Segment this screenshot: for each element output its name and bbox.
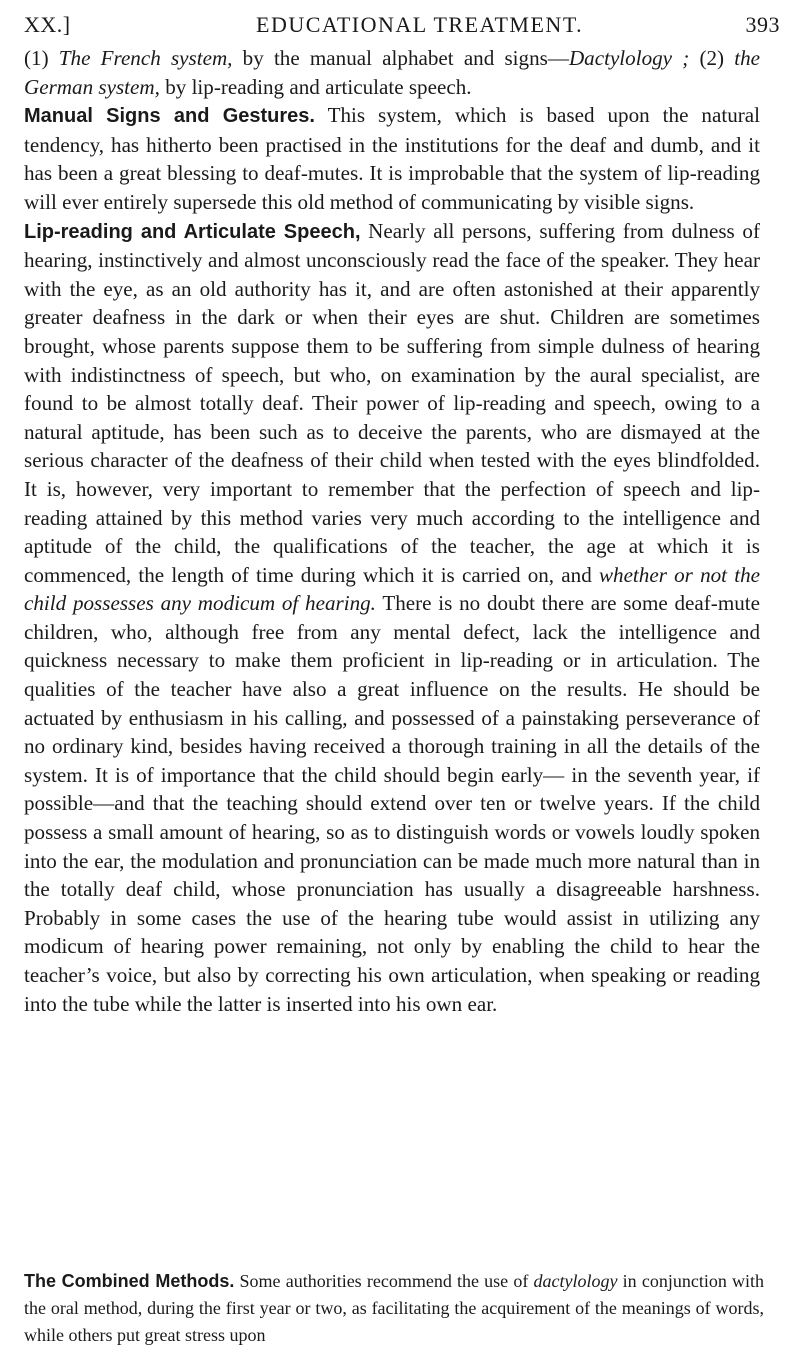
italic-run: dactylology bbox=[533, 1271, 618, 1291]
italic-run: the German system, bbox=[24, 46, 761, 99]
section-heading: The Combined Methods. bbox=[24, 1271, 235, 1291]
text-run: (1) bbox=[24, 46, 59, 70]
paragraph-lip-reading bbox=[24, 217, 760, 1019]
text-run: by the manual alphabet and signs— bbox=[232, 46, 569, 70]
page-number: 393 bbox=[745, 12, 780, 37]
paragraph-combined-methods bbox=[24, 1268, 764, 1349]
section-heading: Manual Signs and Gestures. bbox=[24, 105, 315, 128]
text-run: (2) bbox=[689, 46, 735, 70]
italic-run: The French system, bbox=[58, 46, 233, 70]
paragraph-systems bbox=[24, 44, 760, 101]
running-title: EDUCATIONAL TREATMENT. bbox=[256, 12, 584, 37]
body-text bbox=[24, 44, 760, 1018]
text-run: in conjunction with the oral method, during the first year or two, as facilitating the acquirement of the meanings of words, while others put great stress upon bbox=[24, 1271, 765, 1345]
text-run: Some authorities recommend the use of bbox=[234, 1271, 534, 1291]
italic-run: Dactylology ; bbox=[568, 46, 690, 70]
text-run: Nearly all persons, suffering from dulness of hearing, instinctively and almost unconsciously read the face of the speaker. They hear with the eye, as an old authority has it, and are often astonished at their apparently greater deafness in the dark or when their eyes are shut. Children are sometimes brought, whose parents suppose them to be suffering from simple dulness of hearing with indistinctness of speech, but who, on examination by the aural specialist, are found to be almost totally deaf. Their power of lip-reading and speech, owing to a natural aptitude, has been such as to deceive the parents, who are dismayed at the serious character of the deafness of their child when tested with the eyes blindfolded. It is, however, very important to remember that the perfection of speech and lip-reading attained by this method varies very much according to the intelligence and aptitude of the child, the qualifications of the teacher, the age at which it is commenced, the length of time during which it is carried on, and bbox=[24, 218, 760, 587]
section-heading: Lip-reading and Articulate Speech, bbox=[24, 220, 361, 243]
paragraph-manual-signs bbox=[24, 101, 760, 216]
text-run: There is no doubt there are some deaf-mute children, who, although free from any mental defect, lack the intelligence and quickness necessary to make them proficient in lip-reading or in articulation. The qualities of the teacher have also a great influence on the results. He should be actuated by enthusiasm in his calling, and possessed of a painstaking perseverance of no ordinary kind, besides having received a thorough training in all the details of the system. It is of importance that the child should begin early— in the seventh year, if possible—and that the teaching should extend over ten or twelve years. If the child possess a small amount of hearing, so as to distinguish words or vowels loudly spoken into the ear, the modulation and pronunciation can be made much more natural than in the totally deaf child, whose pronunciation has usually a disagreeable harshness. Probably in some cases the use of the hearing tube would assist in utilizing any modicum of hearing power remaining, not only by enabling the child to hear the teacher’s voice, but also by correcting his own articulation, when speaking or reading into the tube while the latter is inserted into his own ear. bbox=[24, 591, 760, 1016]
text-run: This system, which is based upon the natural tendency, has hitherto been practised in the institutions for the deaf and dumb, and it has been a great blessing to deaf-mutes. It is improbable that the system of lip-reading will ever entirely supersede this old method of communicating by visible signs. bbox=[24, 103, 760, 214]
italic-run: whether or not the child possesses any modicum of hearing. bbox=[24, 562, 760, 616]
chapter-marker: XX.] bbox=[24, 12, 71, 37]
running-head bbox=[24, 6, 780, 42]
text-run: by lip-reading and articulate speech. bbox=[159, 74, 472, 99]
